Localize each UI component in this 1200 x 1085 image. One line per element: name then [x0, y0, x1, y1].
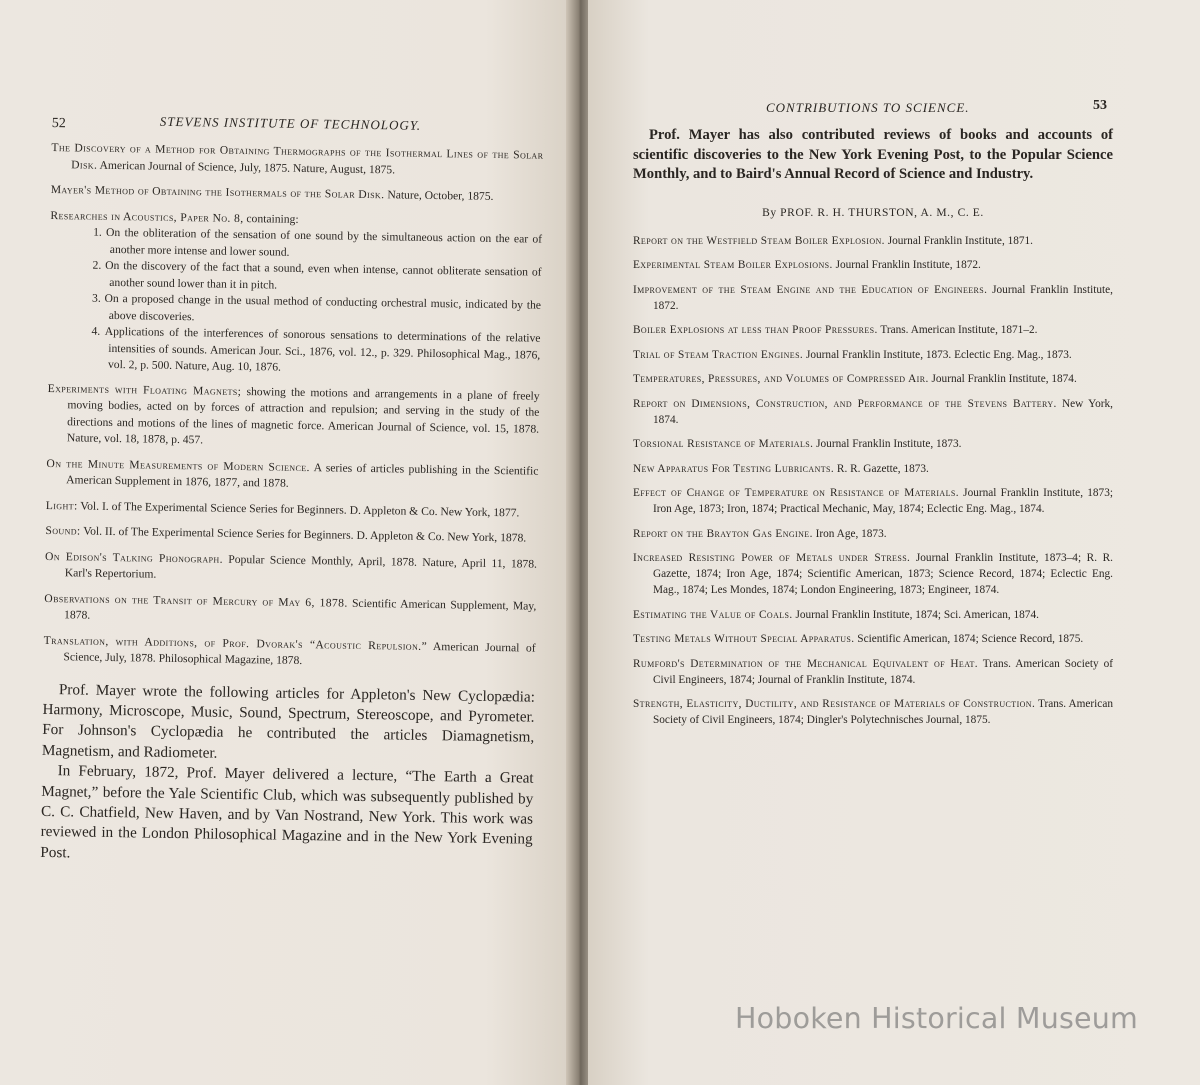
bibliography-entry	[633, 607, 1113, 623]
entry-title: Mayer's Method of Obtaining the Isothermals of the Solar Disk.	[50, 182, 385, 202]
bibliography-entry	[46, 497, 538, 521]
bibliography-entry	[45, 548, 537, 589]
entry-title: Effect of Change of Temperature on Resistance of Materials.	[633, 487, 959, 500]
entry-details: Trans. American Society of Civil Engineers, 1874; Journal of Franklin Institute, 1874.	[653, 657, 1113, 686]
entry-details: Vol. II. of The Experimental Science Series for Beginners. D. Appleton & Co. New York, 1878.	[80, 524, 527, 545]
entry-title: Observations on the Transit of Mercury of May 6, 1878.	[44, 591, 348, 610]
entry-title: Trial of Steam Traction Engines.	[633, 348, 804, 361]
bibliography-entry	[45, 523, 537, 547]
entry-details: Trans. American Society of Civil Engineers, 1874; Dingler's Polytechnisches Journal, 1875.	[653, 698, 1113, 727]
entry-title: Improvement of the Steam Engine and the Education of Engineers.	[633, 283, 988, 296]
entry-details: Journal Franklin Institute, 1873. Eclectic Eng. Mag., 1873.	[803, 348, 1072, 361]
bibliography-entry	[633, 371, 1113, 387]
bibliography-entry	[633, 282, 1113, 314]
bibliography-entry	[633, 696, 1113, 728]
list-item: 3. On a proposed change in the usual method of conducting orchestral music, indicated by the above discoveries.	[91, 291, 542, 323]
entry-title: Light:	[45, 498, 78, 512]
bibliography-entry	[633, 322, 1113, 338]
entry-details: Scientific American Supplement, May, 1878.	[64, 596, 537, 622]
bibliography-entry	[633, 656, 1113, 688]
entry-details: Nature, October, 1875.	[384, 188, 494, 203]
entry-details: Journal Franklin Institute, 1873–4; R. R. Gazette, 1874; Iron Age, 1874; Scientific American, 1873; Science Record, 1874; Eclectic Eng. Mag., 1874; Les Mondes, 1874; London Engineering, 1873; Engineer, 1874.	[653, 552, 1113, 597]
entry-title: Report on the Brayton Gas Engine.	[633, 527, 813, 540]
bibliography-entry	[633, 526, 1113, 542]
museum-watermark: Hoboken Historical Museum	[735, 1002, 1138, 1035]
entry-details: Journal Franklin Institute, 1873; Iron Age, 1873; Iron, 1874; Practical Mechanic, May, 1874; Eclectic Eng. Mag., 1874.	[653, 487, 1113, 516]
entry-details: Scientific American, 1874; Science Record, 1875.	[854, 633, 1084, 646]
entry-details: Journal Franklin Institute, 1871.	[884, 234, 1034, 247]
bibliography-entry	[633, 485, 1113, 517]
bibliography-entry	[44, 590, 536, 631]
entry-title: Report on the Westfield Steam Boiler Explosion.	[633, 234, 885, 247]
entry-details: Trans. American Institute, 1871–2.	[877, 324, 1038, 337]
bibliography-entry	[47, 380, 540, 454]
bibliography-entry	[43, 632, 535, 673]
entry-title: Sound:	[45, 523, 81, 538]
running-head: CONTRIBUTIONS TO SCIENCE.	[766, 100, 970, 115]
entry-details: American Journal of Science, July, 1875. Nature, August, 1875.	[97, 158, 396, 176]
list-item: 4. Applications of the interferences of sonorous sensations to determinations of the relative intensities of sounds. American Jour. Sci., 1876, vol. 12., p. 329. Philosophical Mag., 1876, vol. 2, p. 500. Nature, Aug. 10, 1876.	[91, 324, 541, 374]
entry-details: A series of articles publishing in the Scientific American Supplement in 1876, 1877, and 1878.	[66, 460, 539, 490]
entry-details: American Journal of Science, July, 1878. Philosophical Magazine, 1878.	[63, 639, 536, 667]
bibliography-entry	[51, 182, 543, 206]
entry-details: R. R. Gazette, 1873.	[834, 462, 929, 475]
body-paragraph: In February, 1872, Prof. Mayer delivered a lecture, “The Earth a Great Magnet,” before the Yale Scientific Club, which was subsequently published by C. C. Chatfield, New Haven, and by Van Nostrand, New York. This work was reviewed in the London Philosophical Magazine and in the New York Evening Post.	[40, 762, 534, 862]
author-byline: By PROF. R. H. THURSTON, A. M., C. E.	[762, 206, 984, 219]
entry-details: Popular Science Monthly, April, 1878. Nature, April 11, 1878. Karl's Repertorium.	[64, 552, 538, 581]
right-page-content	[633, 98, 1113, 737]
entry-title: Translation, with Additions, of Prof. Dvorak's “Acoustic Repulsion.”	[43, 633, 428, 653]
entry-title: Researches in Acoustics, Paper No. 8,	[50, 208, 244, 225]
acoustics-sublist	[68, 224, 542, 380]
bibliography-entry	[633, 347, 1113, 363]
entry-details: Journal Franklin Institute, 1874.	[928, 373, 1077, 386]
bibliography-entry	[633, 550, 1113, 598]
entry-details: containing:	[243, 211, 299, 226]
entry-title: On the Minute Measurements of Modern Science.	[46, 456, 310, 474]
entry-details: showing the motions and arrangements in a plane of freely moving bodies, acted on by forces of attraction and repulsion; and serving in the study of the directions and motions of the lines of magnetic force. American Journal of Science, vol. 15, 1878. Nature, vol. 18, 1878, p. 457.	[66, 384, 540, 447]
entry-details: Journal Franklin Institute, 1874; Sci. American, 1874.	[792, 608, 1039, 621]
left-page	[0, 0, 572, 1085]
entry-title: Experimental Steam Boiler Explosions.	[633, 259, 833, 272]
entry-details: New York, 1874.	[653, 397, 1113, 426]
entry-title: Report on Dimensions, Construction, and Performance of the Stevens Battery.	[633, 397, 1057, 410]
bibliography-entry	[633, 257, 1113, 273]
entry-title: Increased Resisting Power of Metals under Stress.	[633, 552, 911, 565]
bibliography-entry	[633, 461, 1113, 477]
entry-title: Strength, Elasticity, Ductility, and Resistance of Materials of Construction.	[633, 698, 1036, 711]
entry-details: Iron Age, 1873.	[812, 527, 887, 540]
bibliography-entry	[46, 455, 538, 496]
bibliography-entry	[633, 436, 1113, 452]
page-number: 52	[51, 115, 66, 132]
entry-title: Torsional Resistance of Materials.	[633, 438, 814, 451]
body-paragraph: Prof. Mayer wrote the following articles for Appleton's New Cyclopædia: Harmony, Microscope, Music, Sound, Spectrum, Stereoscope, and Pyrometer. For Johnson's Cyclopædia he contributed the articles Diamagnetism, Magnetism, and Radiometer.	[41, 680, 536, 762]
running-head: STEVENS INSTITUTE OF TECHNOLOGY.	[159, 113, 422, 133]
entry-details: Vol. I. of The Experimental Science Series for Beginners. D. Appleton & Co. New York, 1877.	[77, 498, 520, 519]
entry-title: On Edison's Talking Phonograph.	[44, 549, 224, 566]
list-item: 1. On the obliteration of the sensation of one sound by the simultaneous action on the ear of another more intense and lower sound.	[93, 225, 543, 259]
entry-details: Journal Franklin Institute, 1872.	[832, 259, 981, 272]
list-item: 2. On the discovery of the fact that a sound, even when intense, cannot obliterate sensation of another sound lower than it in pitch.	[92, 258, 542, 292]
entry-title: New Apparatus For Testing Lubricants.	[633, 462, 835, 475]
body-paragraphs	[40, 679, 535, 870]
entry-title: Testing Metals Without Special Apparatus.	[633, 633, 855, 646]
entry-title: Experiments with Floating Magnets;	[47, 381, 242, 398]
bibliography-entry	[633, 396, 1113, 428]
entry-title: Temperatures, Pressures, and Volumes of Compressed Air.	[633, 373, 929, 386]
entry-title: Rumford's Determination of the Mechanical Equivalent of Heat.	[633, 657, 979, 670]
entry-title: Estimating the Value of Coals.	[633, 608, 793, 621]
bibliography-entry	[633, 631, 1113, 647]
lead-paragraph: Prof. Mayer has also contributed reviews of books and accounts of scientific discoveries to the New York Evening Post, to the Popular Science Monthly, and to Baird's Annual Record of Science and Industry.	[633, 127, 1113, 183]
entry-details: Journal Franklin Institute, 1872.	[653, 283, 1113, 312]
left-page-content	[40, 112, 544, 871]
bibliography-entry	[48, 207, 543, 380]
entry-title: The Discovery of a Method for Obtaining Thermographs of the Isothermal Lines of the Solar Disk.	[51, 140, 544, 172]
bibliography-entry	[633, 233, 1113, 249]
page-number: 53	[1093, 98, 1107, 113]
entry-title: Boiler Explosions at less than Proof Pressures.	[633, 324, 878, 337]
right-page-header	[633, 98, 1113, 126]
entry-details: Journal Franklin Institute, 1873.	[813, 438, 962, 451]
right-page	[588, 0, 1200, 1085]
